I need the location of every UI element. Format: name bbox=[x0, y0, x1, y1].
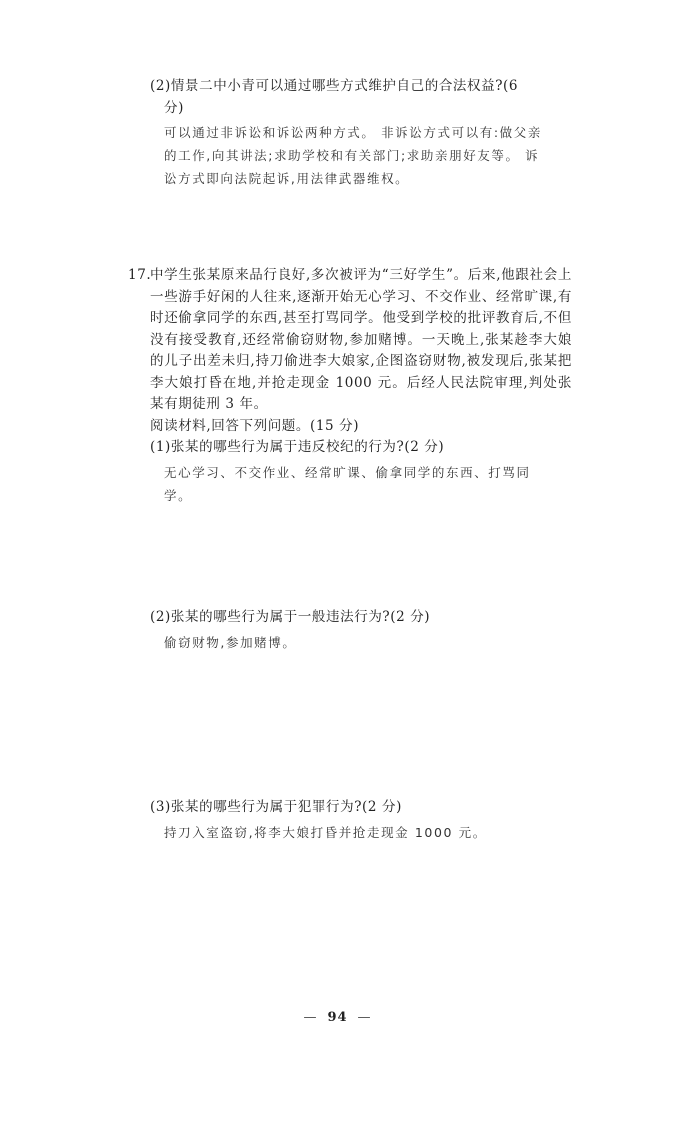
q17-part3-answer: 持刀入室盗窃,将李大娘打昏并抢走现金 1000 元。 bbox=[164, 824, 487, 840]
footer-dash-right: — bbox=[357, 1010, 372, 1025]
q17-part2-answer: 偷窃财物,参加赌博。 bbox=[164, 634, 297, 650]
q16-part2-answer: 可以通过非诉讼和诉讼两种方式。 非诉讼方式可以有:做父亲的工作,向其讲法;求助学校和有关部门;求助亲朋好友等。 诉讼方式即向法院起诉,用法律武器维权。 bbox=[164, 125, 542, 186]
q17-text: 中学生张某原来品行良好,多次被评为“三好学生”。后来,他跟社会上一些游手好闲的人往来,逐渐开始无心学习、不交作业、经常旷课,有时还偷拿同学的东西,甚至打骂同学。他受到学校的批评教育后,不但没有接受教育,还经常偷窃财物,参加赌博。一天晚上,张某趁李大娘的儿子出差未归,持刀偷进李大娘家,企图盗窃财物,被发现后,张某把李大娘打昏在地,并抢走现金 1000 元。后经人民法院审理,判处张某有期徒刑 3 年。 bbox=[150, 267, 572, 412]
q16-part2 bbox=[150, 76, 560, 190]
q17-instruction: 阅读材料,回答下列问题。(15 分) bbox=[150, 417, 360, 434]
q17-part3-question: (3)张某的哪些行为属于犯罪行为?(2 分) bbox=[150, 799, 402, 815]
page-footer bbox=[0, 1010, 675, 1025]
q17-part1-answer: 无心学习、不交作业、经常旷课、偷拿同学的东西、打骂同学。 bbox=[164, 464, 531, 503]
q17-part2-question: (2)张某的哪些行为属于一般违法行为?(2 分) bbox=[150, 609, 431, 625]
q17-number: 17. bbox=[128, 267, 152, 283]
q17-part2 bbox=[150, 607, 560, 654]
q17-part3 bbox=[150, 797, 560, 844]
q17-stem bbox=[128, 265, 572, 437]
q17-part1-question: (1)张某的哪些行为属于违反校纪的行为?(2 分) bbox=[150, 439, 445, 455]
q17-part1 bbox=[150, 437, 560, 507]
q16-part2-question-line1: (2)情景二中小青可以通过哪些方式维护自己的合法权益?(6 bbox=[150, 78, 519, 94]
footer-dash-left: — bbox=[303, 1010, 318, 1025]
page-number: 94 bbox=[327, 1010, 348, 1025]
q16-part2-question-line2: 分) bbox=[164, 99, 184, 116]
